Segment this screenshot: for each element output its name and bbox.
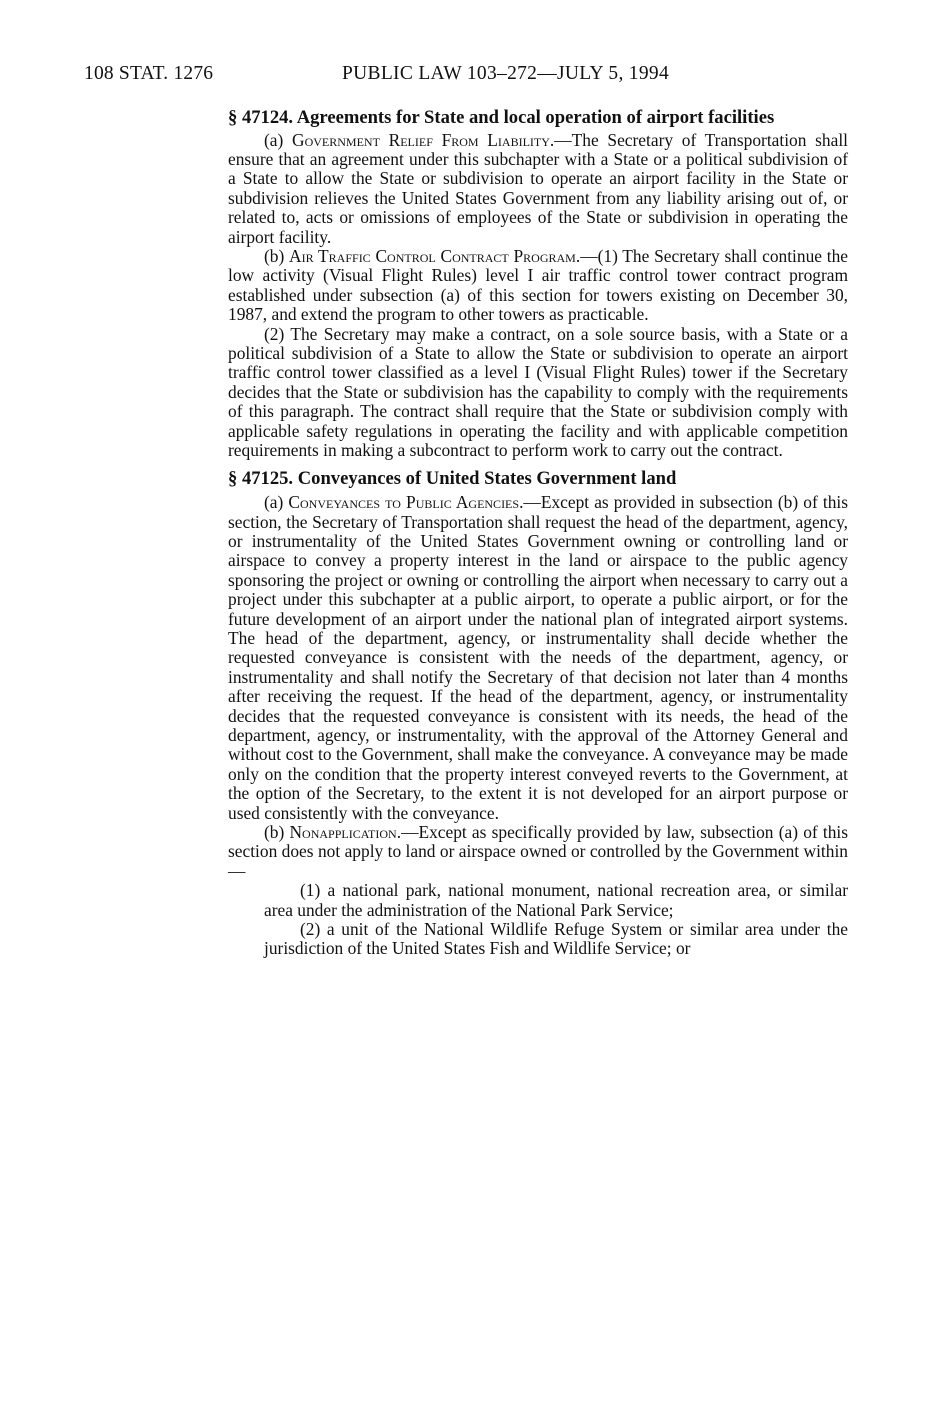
list-item: (1) a national park, national monument, national recreation area, or similar area under the administration of the National Park Service; <box>264 880 848 920</box>
section-47124-subsection-a <box>228 131 848 247</box>
subsection-text: .—Except as specifically provided by law, subsection (a) of this section does not apply to land or airspace owned or controlled by the Government within— <box>228 822 848 881</box>
subsection-lead: (b) <box>264 822 290 842</box>
section-47125-subsection-b <box>228 823 848 881</box>
section-47125-subsection-a <box>228 493 848 823</box>
statute-body <box>228 108 848 959</box>
section-47124-subsection-b-paragraph-2 <box>228 325 848 461</box>
section-47124-subsection-b <box>228 247 848 325</box>
subsection-heading: Conveyances to Public Agencies <box>288 492 520 513</box>
subsection-text: .—(1) The Secretary shall continue the low activity (Visual Flight Rules) level I air traffic control tower contract program established under subsection (a) of this section for towers existing on December 30, 1987, and extend the program to other towers as practicable. <box>228 246 848 325</box>
subsection-heading: Air Traffic Control Contract Program <box>289 246 576 267</box>
public-law-citation: PUBLIC LAW 103–272—JULY 5, 1994 <box>342 63 669 84</box>
statute-page-reference: 108 STAT. 1276 <box>84 63 214 84</box>
subsection-heading: Government Relief From Liability <box>292 129 550 150</box>
subsection-lead: (a) <box>264 129 293 150</box>
section-47124-heading: § 47124. Agreements for State and local operation of airport facilities <box>228 107 775 128</box>
subsection-heading: Nonapplication <box>289 822 397 842</box>
list-item: (2) a unit of the National Wildlife Refuge System or similar area under the jurisdiction of the United States Fish and Wildlife Service; or <box>264 919 848 959</box>
subsection-text: .—Except as provided in subsection (b) of this section, the Secretary of Transportation shall request the head of the department, agency, or instrumentality of the United States Government owning or controlling land or airspace to convey a property interest in the land or airspace to the public agency sponsoring the project or owning or controlling the airport when necessary to carry out a project under this subchapter at a public airport, to operate a public airport, or for the future development of an airport under the national plan of integrated airport systems. The head of the department, agency, or instrumentality shall decide whether the requested conveyance is consistent with the needs of the department, agency, or instrumentality and shall notify the Secretary of that decision not later than 4 months after receiving the request. If the head of the department, agency, or instrumentality decides that the requested conveyance is consistent with its needs, the head of the department, agency, or instrumentality, with the approval of the Attorney General and without cost to the Government, shall make the conveyance. A conveyance may be made only on the condition that the property interest conveyed reverts to the Government, at the option of the Secretary, to the extent it is not developed for an airport purpose or used consistently with the conveyance. <box>228 492 848 823</box>
subsection-lead: (b) <box>264 246 290 267</box>
subsection-text: .—The Secretary of Transportation shall ensure that an agreement under this subchapter with a State or a political subdivision of a State to allow the State or subdivision to operate an airport facility in the State or subdivision relieves the United States Government from any liability arising out of, or related to, acts or omissions of employees of the State or subdivision in operating the airport facility. <box>228 129 848 247</box>
section-47125-heading: § 47125. Conveyances of United States Government land <box>228 467 677 489</box>
paragraph-text: (2) The Secretary may make a contract, on a sole source basis, with a State or a political subdivision of a State to allow the State or subdivision to operate an airport traffic control tower classified as a level I (Visual Flight Rules) tower if the Secretary decides that the State or subdivision has the capability to comply with the requirements of this paragraph. The contract shall require that the State or subdivision comply with applicable safety regulations in operating the facility and with applicable competition requirements in making a subcontract to perform work to carry out the contract. <box>228 323 848 461</box>
subsection-lead: (a) <box>264 492 289 513</box>
running-header <box>84 62 854 86</box>
